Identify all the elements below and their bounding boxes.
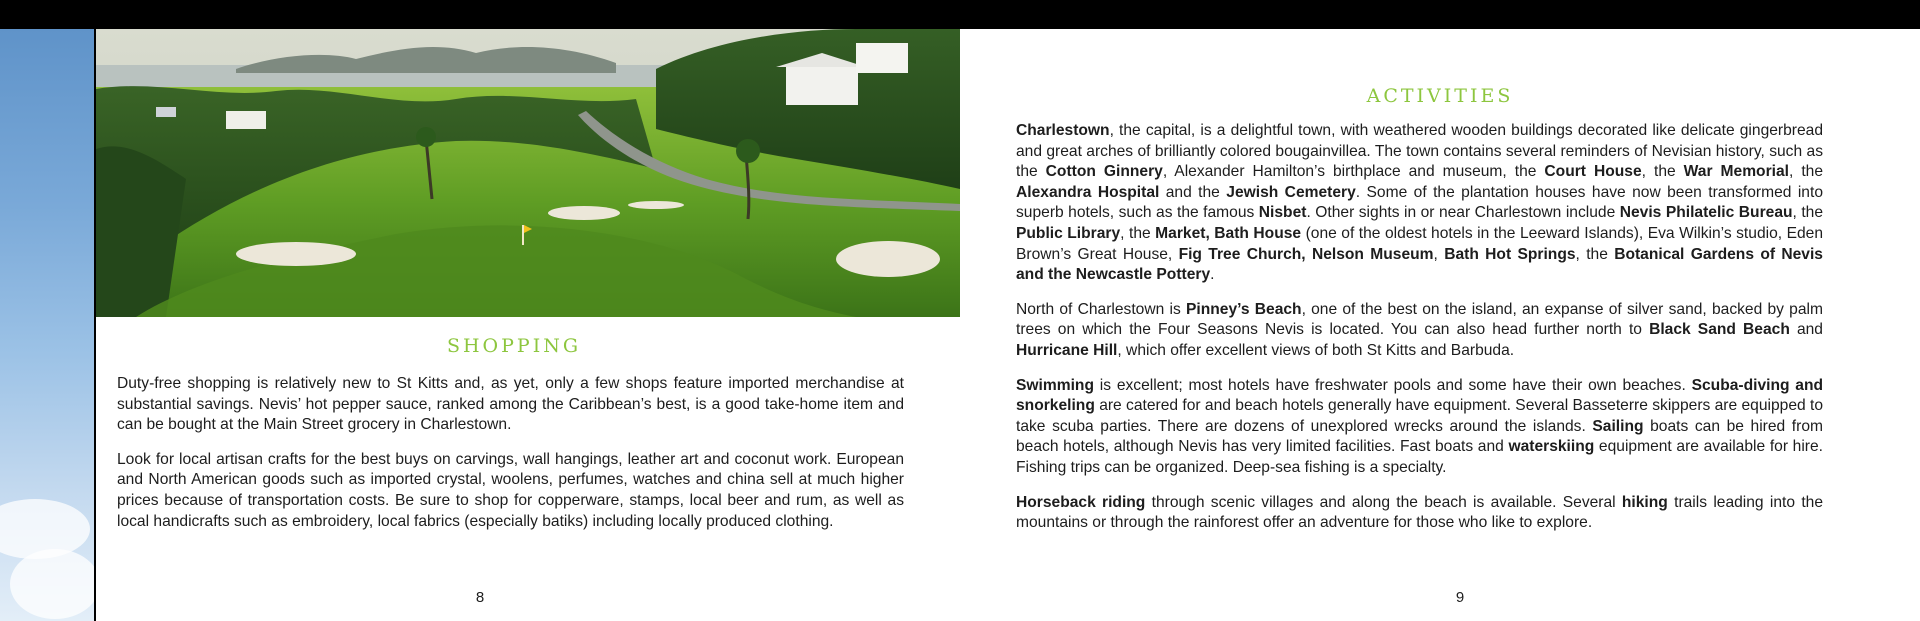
bold-term: Fig Tree Church, Nelson Museum: [1178, 245, 1434, 263]
cloud: [10, 549, 100, 619]
shopping-paragraph: Look for local artisan crafts for the best buys on carvings, wall hangings, leather art and coconut work. European and North American goods such as imported crystal, woolens, perfumes, watches and china sell at much higher prices because of transportation costs. Be sure to shop for copperware, stamps, local beer and rum, as well as local handicrafts such as embroidery, local fabrics (especially batiks) including locally produced clothing.: [117, 450, 904, 530]
golf-course-photo: [96, 29, 960, 317]
bold-term: Black Sand Beach: [1649, 321, 1790, 339]
previous-page-sky-edge: [0, 29, 94, 621]
text-run: North of Charlestown is: [1016, 300, 1186, 318]
activities-paragraph: [1016, 121, 1823, 286]
text-run: ,: [1433, 245, 1445, 263]
text-run: , one of the best on the island, an expanse of silver sand, backed by palm trees on which the Four Seasons Nevis is located. You can also head further north to: [1016, 300, 1823, 339]
flag-pole: [522, 225, 524, 245]
right-page: [960, 29, 1920, 621]
bold-term: hiking: [1621, 493, 1668, 511]
bold-term: Court House: [1544, 163, 1642, 181]
page-number-left: 8: [475, 589, 485, 606]
text-run: .: [1210, 266, 1215, 284]
bold-term: Scuba-diving and snorkeling: [1016, 376, 1824, 415]
bold-term: Nisbet: [1258, 204, 1307, 222]
text-run: . Other sights in or near Charlestown include: [1306, 204, 1620, 222]
bold-term: Nevis Philatelic Bureau: [1619, 204, 1793, 222]
bold-term: Horseback riding: [1016, 493, 1146, 511]
bold-term: Cotton Ginnery: [1045, 163, 1163, 181]
activities-heading: ACTIVITIES: [1366, 85, 1514, 107]
text-run: , Alexander Hamilton’s birthplace and museum, the: [1162, 163, 1545, 181]
bold-term: Swimming: [1016, 376, 1094, 394]
text-run: and: [1789, 321, 1823, 339]
bold-term: Market, Bath House: [1155, 224, 1302, 242]
bold-term: Jewish Cemetery: [1226, 183, 1356, 201]
text-run: , the capital, is a delightful town, with weathered wooden buildings decorated like delicate gingerbread and great arches of brilliantly colored bougainvillea. The town contains several reminders of Nevisian history, such as the: [1016, 122, 1823, 181]
bold-term: Public Library: [1016, 224, 1121, 242]
text-run: , the: [1641, 163, 1684, 181]
text-run: , the: [1792, 204, 1824, 222]
top-black-bar: [0, 0, 1920, 29]
text-run: equipment are available for hire. Fishing trips can be organized. Deep-sea fishing is a specialty.: [1016, 438, 1824, 476]
bold-term: Bath Hot Springs: [1444, 245, 1576, 263]
text-run: through scenic villages and along the beach is available. Several: [1145, 493, 1622, 511]
activities-body: [1016, 121, 1823, 548]
text-run: (one of the oldest hotels in the Leeward Islands), Eva Wilkin’s studio, Eden Brown’s Great House,: [1016, 224, 1823, 263]
bold-term: War Memorial: [1683, 163, 1789, 181]
text-run: , the: [1120, 224, 1156, 242]
shopping-paragraph: Duty-free shopping is relatively new to St Kitts and, as yet, only a few shops feature imported merchandise at substantial savings. Nevis’ hot pepper sauce, ranked among the Caribbean’s best, is a good take-home item and can be bought at the Main Street grocery in Charlestown.: [117, 375, 904, 434]
bold-term: waterskiing: [1508, 438, 1595, 456]
text-run: trails leading into the mountains or through the rainforest offer an adventure for those who like to explore.: [1016, 493, 1823, 532]
text-run: are catered for and beach hotels generally have equipment. Several Basseterre skippers are equipped to take scuba parties. There are dozens of unexplored wrecks around the islands.: [1016, 397, 1824, 435]
activities-paragraph: [1016, 376, 1823, 479]
bold-term: Charlestown: [1016, 122, 1110, 139]
bold-term: Botanical Gardens of Nevis and the Newcastle Pottery: [1016, 245, 1823, 284]
text-run: . Some of the plantation houses have now been transformed into superb hotels, such as the famous: [1016, 183, 1823, 222]
bold-term: Pinney’s Beach: [1185, 300, 1302, 318]
bold-term: Sailing: [1592, 417, 1644, 435]
bold-term: Hurricane Hill: [1016, 341, 1118, 359]
page-number-right: 9: [1455, 589, 1465, 606]
text-run: , which offer excellent views of both St Kitts and Barbuda.: [1117, 341, 1515, 359]
left-page: [96, 29, 960, 621]
bold-term: Alexandra Hospital: [1016, 183, 1160, 201]
activities-paragraph: [1016, 493, 1823, 534]
shopping-heading: SHOPPING: [446, 335, 582, 357]
text-run: boats can be hired from beach hotels, although Nevis has very limited facilities. Fast boats and: [1016, 417, 1823, 456]
text-run: and the: [1159, 183, 1227, 201]
activities-paragraph: [1016, 300, 1823, 362]
shopping-body: [117, 374, 904, 546]
text-run: is excellent; most hotels have freshwater pools and some have their own beaches.: [1093, 376, 1692, 394]
text-run: , the: [1789, 163, 1824, 181]
text-run: , the: [1575, 245, 1615, 263]
